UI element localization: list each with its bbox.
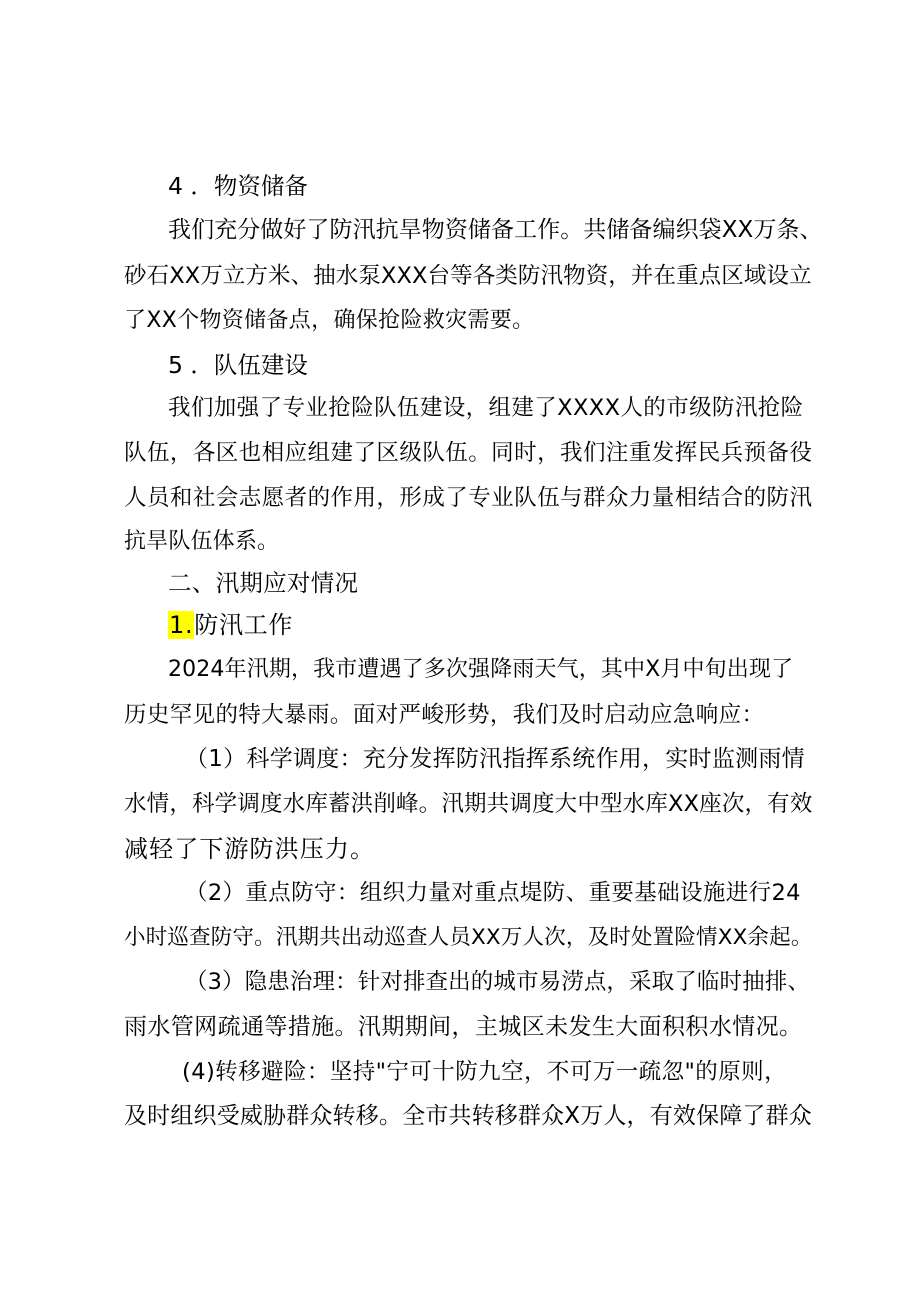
paragraph-line: 减轻了下游防洪压力。	[124, 835, 376, 863]
paragraph-line: 砂石XX万立方米、抽水泵XXX台等各类防汛物资，并在重点区域设立	[124, 263, 812, 289]
paragraph-line: 我们加强了专业抢险队伍建设，组建了XXXX人的市级防汛抢险	[168, 395, 804, 421]
highlighted-list-marker: 1.	[169, 611, 194, 639]
subheading-team-building: 5 ．队伍建设	[168, 351, 308, 379]
paragraph-line: 人员和社会志愿者的作用，形成了专业队伍与群众力量相结合的防汛	[124, 485, 813, 511]
subheading-material-reserve: 4 ．物资储备	[168, 172, 308, 200]
paragraph-line: 水情，科学调度水库蓄洪削峰。汛期共调度大中型水库XX座次，有效	[124, 791, 813, 817]
paragraph-line: 小时巡查防守。汛期共出动巡查人员XX万人次，及时处置险情XX余起。	[124, 925, 813, 950]
paragraph-line: 历史罕见的特大暴雨。面对严峻形势，我们及时启动应急响应：	[124, 702, 765, 728]
list-item-line: （1）科学调度：充分发挥防汛指挥系统作用，实时监测雨情	[185, 746, 805, 772]
list-item-line: (4)转移避险：坚持"宁可十防九空，不可万一疏忽"的原则，	[182, 1059, 787, 1085]
paragraph-line: 了XX个物资储备点，确保抢险救灾需要。	[124, 308, 535, 333]
paragraph-line: 抗旱队伍体系。	[124, 529, 280, 554]
paragraph-line: 队伍，各区也相应组建了区级队伍。同时，我们注重发挥民兵预备役	[124, 440, 813, 466]
subheading-label: 防汛工作	[194, 611, 294, 639]
list-item-line: （2）重点防守：组织力量对重点堤防、重要基础设施进行24	[185, 880, 801, 906]
list-item-line: （3）隐患治理：针对排查出的城市易涝点，采取了临时抽排、	[185, 969, 810, 995]
paragraph-line: 及时组织受威胁群众转移。全市共转移群众X万人，有效保障了群众	[124, 1103, 812, 1129]
section-heading: 二、汛期应对情况	[168, 569, 359, 597]
paragraph-line: 2024年汛期，我市遭遇了多次强降雨天气，其中X月中旬出现了	[168, 657, 794, 682]
subheading-flood-work	[168, 609, 298, 641]
paragraph-line: 我们充分做好了防汛抗旱物资储备工作。共储备编织袋XX万条、	[168, 217, 823, 243]
paragraph-line: 雨水管网疏通等措施。汛期期间，主城区未发生大面积积水情况。	[124, 1014, 803, 1040]
